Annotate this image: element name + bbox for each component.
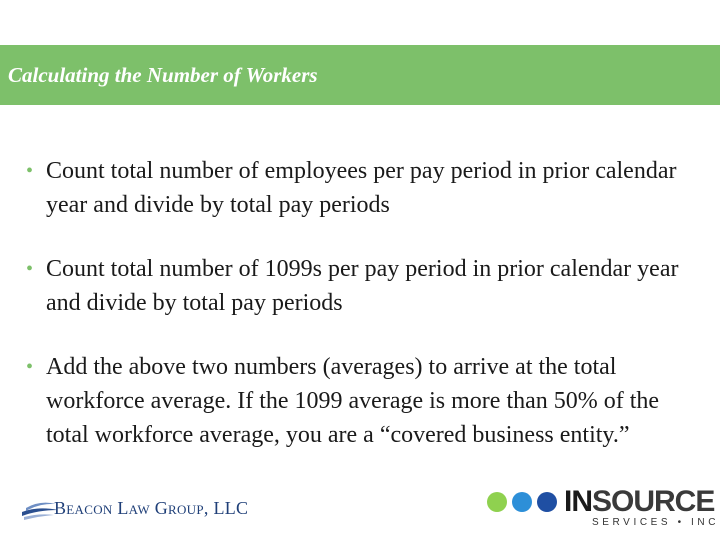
bullet-text: Count total number of employees per pay period in prior calendar year and divide by total pay periods xyxy=(46,158,677,218)
insource-wordmark: INSOURCE xyxy=(564,485,715,518)
insource-subtitle: SERVICES • INC xyxy=(592,517,720,528)
bullet-marker: • xyxy=(26,356,34,378)
beacon-law-group-logo xyxy=(20,484,260,534)
slide-title: Calculating the Number of Workers xyxy=(8,63,318,87)
insource-logo xyxy=(486,485,720,533)
bullet-list xyxy=(26,154,706,482)
beacon-logo-text: Beacon Law Group, LLC xyxy=(54,498,249,518)
title-bar xyxy=(0,45,720,105)
three-dots-icon xyxy=(486,490,562,518)
bullet-item xyxy=(26,252,706,320)
bullet-item xyxy=(26,350,706,452)
bullet-text: Add the above two numbers (averages) to arrive at the total workforce average. If the 1099 average is more than 50% of the total workforce average, you are a “covered business entity.” xyxy=(46,354,660,448)
bullet-item xyxy=(26,154,706,222)
bullet-text: Count total number of 1099s per pay period in prior calendar year and divide by total pay periods xyxy=(46,256,679,316)
bullet-marker: • xyxy=(26,258,34,280)
bullet-marker: • xyxy=(26,160,34,182)
